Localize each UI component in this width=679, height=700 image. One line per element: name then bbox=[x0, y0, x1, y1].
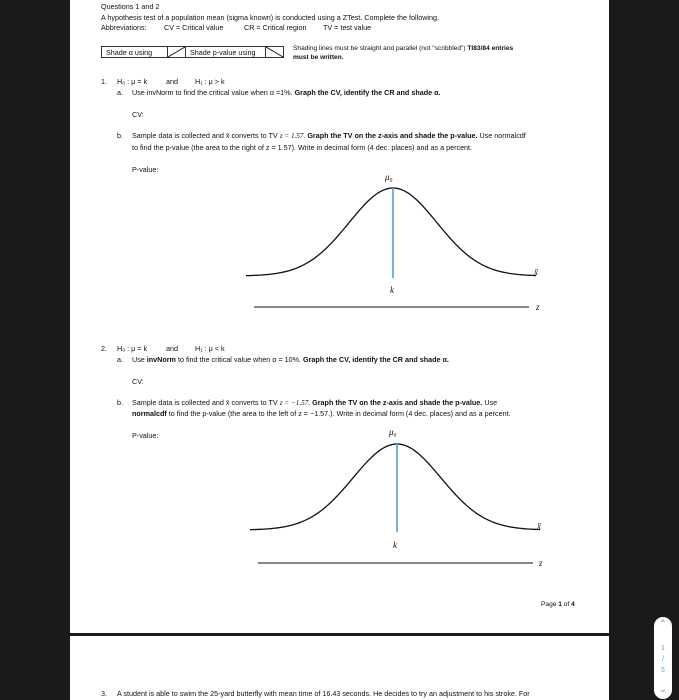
q1-k-label: k bbox=[390, 285, 394, 295]
shade-pvalue-label: Shade p-value using bbox=[190, 48, 256, 57]
page-scroll-indicator[interactable] bbox=[654, 617, 672, 699]
q2b-text-line2: normalcdf to find the p-value (the area to the left of z = −1.57.). Write in decimal form (4 dec. places) and as a percent. bbox=[132, 409, 511, 418]
q1-bell-curve bbox=[246, 188, 536, 276]
q2b-label: b. bbox=[117, 398, 123, 407]
q1b-text: Sample data is collected and x̄ converts to TV z = 1.57. Graph the TV on the z-axis and shade the p-value. Use normalcdf bbox=[132, 131, 526, 140]
q2-null-hypothesis: H₀ : μ = k bbox=[117, 344, 148, 353]
q2-z-axis bbox=[258, 562, 533, 564]
q1-alt-hypothesis: H₁ : μ > k bbox=[195, 77, 225, 86]
q1-z-axis bbox=[254, 306, 529, 308]
document-page-2 bbox=[70, 636, 609, 700]
q2-and: and bbox=[166, 344, 178, 353]
q2-z-label: z bbox=[539, 558, 543, 568]
abbrev-cr: CR = Critical region bbox=[244, 23, 307, 32]
header-intro: A hypothesis test of a population mean (sigma known) is conducted using a ZTest. Complete the following. bbox=[101, 13, 439, 22]
q1-and: and bbox=[166, 77, 178, 86]
q1-number: 1. bbox=[101, 77, 107, 86]
header-title: Questions 1 and 2 bbox=[101, 2, 160, 11]
shade-alpha-swatch-icon bbox=[167, 46, 186, 58]
shade-pvalue-swatch-icon bbox=[265, 46, 284, 58]
q1b-label: b. bbox=[117, 131, 123, 140]
scroll-separator: / bbox=[662, 656, 664, 663]
q2a-cv-label: CV: bbox=[132, 377, 144, 386]
q1-normal-curve-graph bbox=[246, 184, 536, 279]
q2a-label: a. bbox=[117, 355, 123, 364]
q3-text: A student is able to swim the 25-yard butterfly with mean time of 16.43 seconds. He decides to try an adjustment to his stroke. For bbox=[117, 689, 530, 698]
q3-number: 3. bbox=[101, 689, 107, 698]
q2-k-label: k bbox=[393, 540, 397, 550]
scroll-up-icon[interactable]: ⌃ bbox=[658, 619, 668, 630]
q2-mu-label: μ₀ bbox=[389, 427, 397, 437]
q1-xbar-label: x̄ bbox=[534, 267, 538, 277]
abbrev-cv: CV = Critical value bbox=[164, 23, 224, 32]
q2-number: 2. bbox=[101, 344, 107, 353]
q2-normal-curve-graph bbox=[250, 440, 540, 533]
shading-note: Shading lines must be straight and parallel (not "scribbled") TI83/84 entries bbox=[293, 45, 514, 52]
q1a-text: Use invNorm to find the critical value when α =1%. Graph the CV, identify the CR and shade α. bbox=[132, 88, 441, 97]
abbrev-tv: TV = test value bbox=[323, 23, 372, 32]
shading-note-2: must be written. bbox=[293, 54, 344, 61]
shade-alpha-label: Shade α using bbox=[106, 48, 153, 57]
q1b-text-line2: to find the p-value (the area to the right of z = 1.57). Write in decimal form (4 dec. places) and as a percent. bbox=[132, 143, 473, 152]
q2a-text: Use invNorm to find the critical value when α = 10%. Graph the CV, identify the CR and shade α. bbox=[132, 355, 449, 364]
q1-mu-label: μ₀ bbox=[385, 172, 393, 182]
q2-bell-curve bbox=[250, 444, 540, 530]
q1a-label: a. bbox=[117, 88, 123, 97]
scroll-down-icon[interactable]: ⌄ bbox=[658, 684, 668, 695]
document-page-1 bbox=[70, 0, 609, 633]
abbreviations-label: Abbreviations: bbox=[101, 23, 147, 32]
scroll-total-pages: 5 bbox=[661, 667, 665, 674]
q2-alt-hypothesis: H₁ : μ < k bbox=[195, 344, 225, 353]
q1a-cv-label: CV: bbox=[132, 110, 144, 119]
q2-xbar-label: x̄ bbox=[537, 521, 541, 531]
q1b-pvalue-label: P-value: bbox=[132, 165, 159, 174]
q1-null-hypothesis: H₀ : μ = k bbox=[117, 77, 148, 86]
q1-z-label: z bbox=[536, 302, 540, 312]
page-footer: Page 1 of 4 bbox=[541, 601, 575, 608]
scroll-current-page: 1 bbox=[661, 645, 665, 652]
q2b-pvalue-label: P-value: bbox=[132, 431, 159, 440]
shade-pvalue-legend bbox=[185, 46, 266, 58]
q2b-text: Sample data is collected and x̄ converts to TV z = −1.57. Graph the TV on the z-axis and shade the p-value. Use bbox=[132, 398, 498, 407]
shade-alpha-legend bbox=[101, 46, 168, 58]
